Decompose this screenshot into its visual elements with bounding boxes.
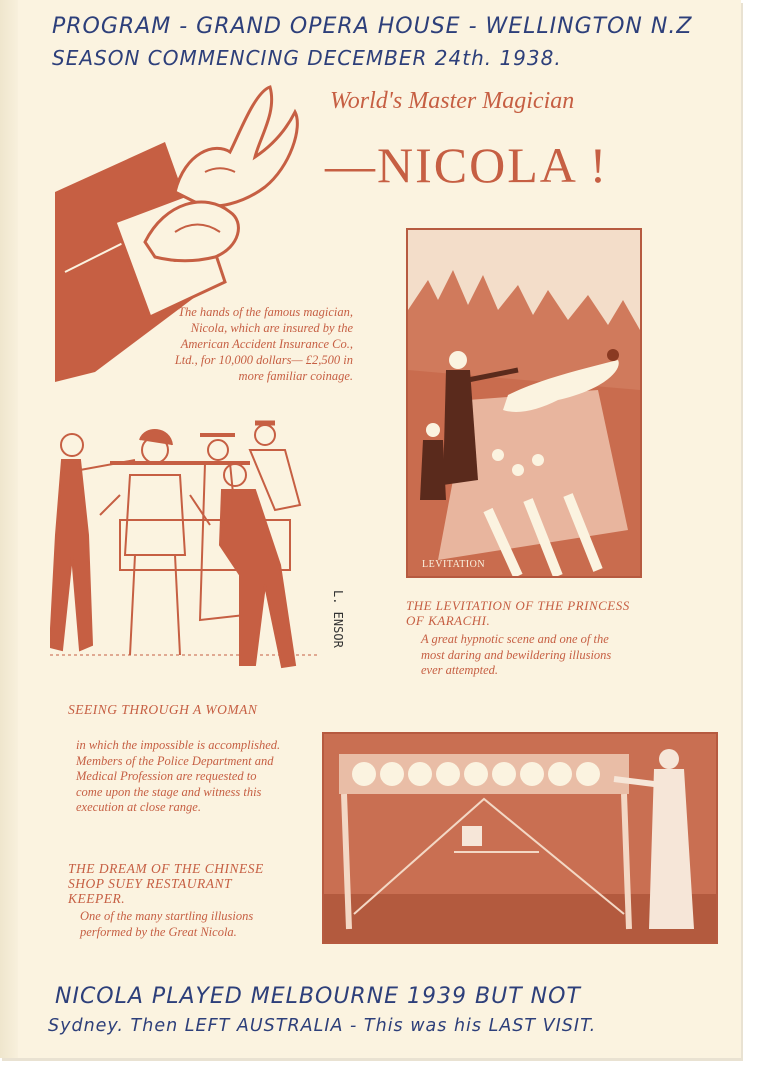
handwritten-note-top-2: SEASON COMMENCING DECEMBER 24th. 1938. bbox=[52, 46, 562, 70]
handwritten-note-bottom-2: Sydney. Then LEFT AUSTRALIA - This was his LAST VISIT. bbox=[48, 1016, 597, 1036]
header-title: —NICOLA ! bbox=[325, 137, 609, 193]
dream-body: One of the many startling illusions performed by the Great Nicola. bbox=[80, 909, 254, 939]
levitation-body: A great hypnotic scene and one of the most daring and bewildering illusions ever attempted. bbox=[421, 632, 612, 677]
paper-edge bbox=[0, 0, 18, 1058]
seeing-title: SEEING THROUGH A WOMAN bbox=[68, 702, 258, 717]
handwritten-note-top-1: PROGRAM - GRAND OPERA HOUSE - WELLINGTON N.Z bbox=[52, 14, 693, 39]
handwritten-note-bottom-1: NICOLA PLAYED MELBOURNE 1939 BUT NOT bbox=[55, 984, 581, 1009]
levitation-plate bbox=[406, 228, 642, 578]
hands-caption: The hands of the famous magician, Nicola, which are insured by the American Accident Insurance Co., Ltd., for 10,000 dollars— £2,500 in more familiar coinage. bbox=[174, 305, 353, 383]
sawing-illustration bbox=[50, 415, 320, 680]
seeing-body: in which the impossible is accomplished. Members of the Police Department and Medical Profession are requested to come upon the stage and witness this execution at close range. bbox=[76, 738, 281, 814]
levitation-title: THE LEVITATION OF THE PRINCESS OF KARACHI. bbox=[406, 598, 630, 628]
dream-title: THE DREAM OF THE CHINESE SHOP SUEY RESTAURANT KEEPER. bbox=[68, 861, 264, 906]
chinese-shop-plate bbox=[322, 732, 718, 944]
levitation-plate-label: LEVITATION bbox=[422, 559, 486, 570]
librarian-stamp: L. ENSOR bbox=[331, 590, 345, 648]
header-subtitle: World's Master Magician bbox=[330, 88, 575, 114]
